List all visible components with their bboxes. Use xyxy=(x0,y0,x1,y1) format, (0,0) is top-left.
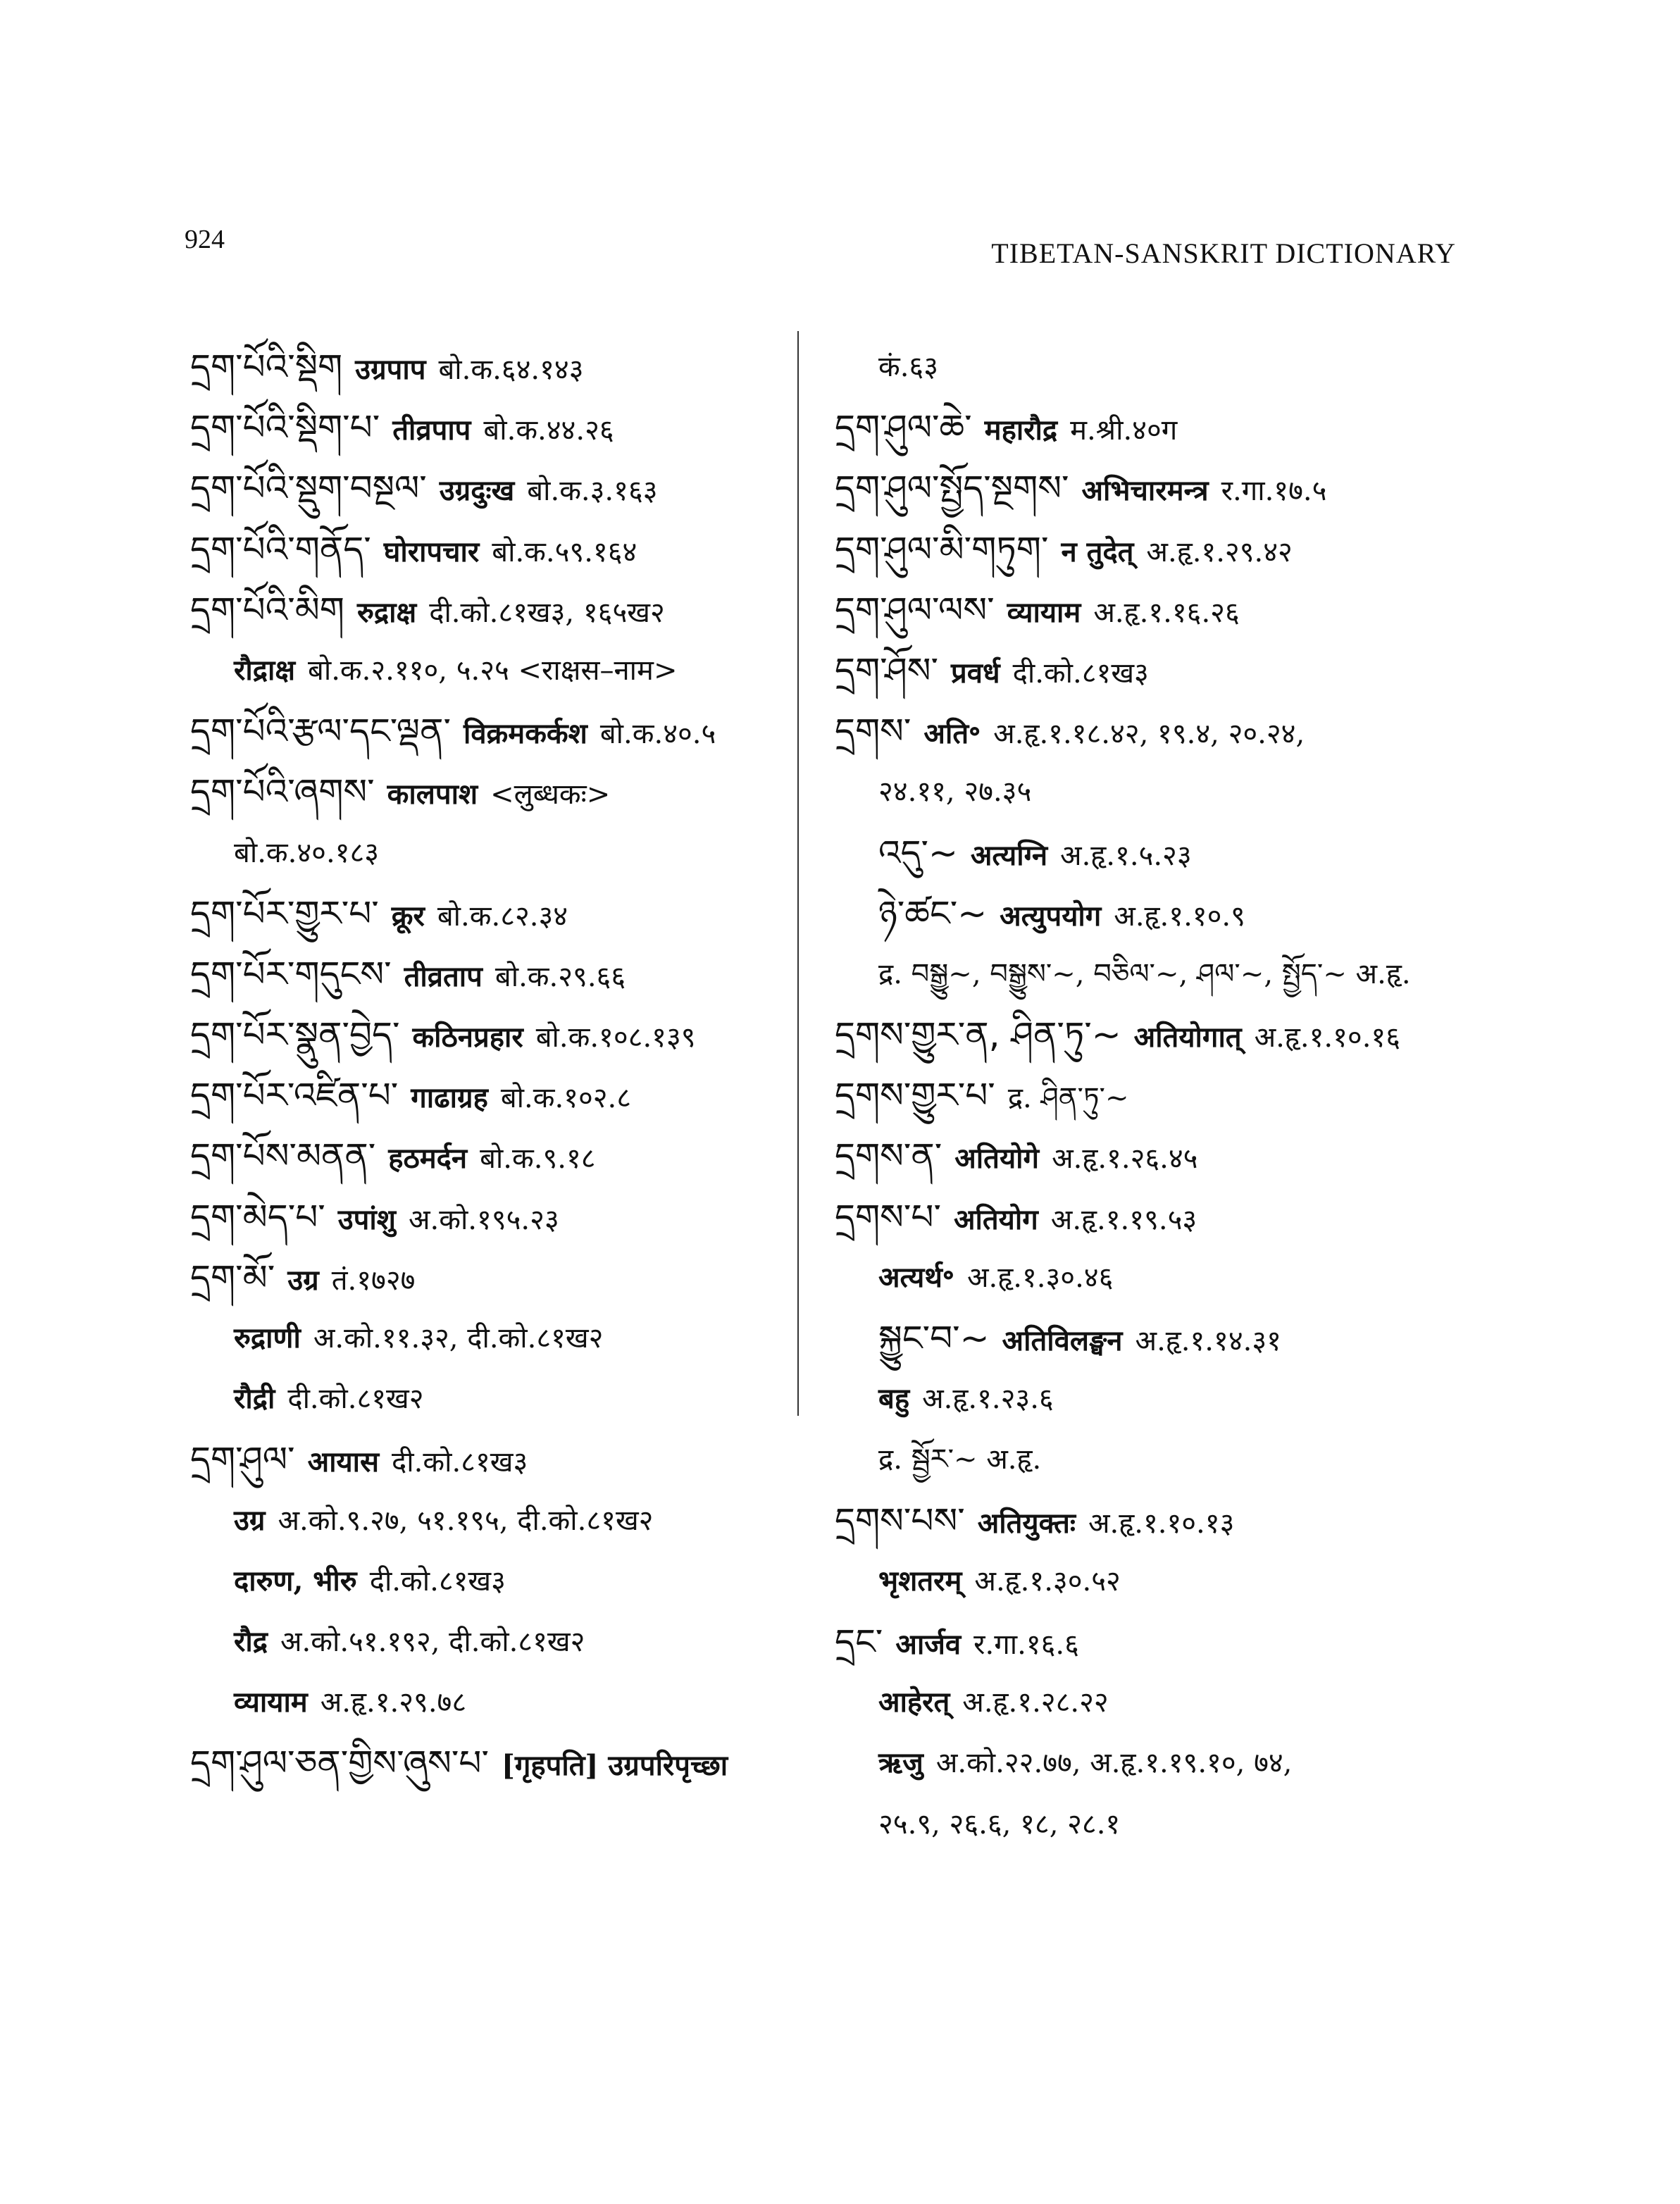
dictionary-entry-line xyxy=(190,761,789,822)
source-reference: अ.हृ.१.१०.१६ xyxy=(1254,1021,1401,1054)
source-reference: दी.को.८१ख३ xyxy=(392,1446,528,1479)
source-reference: अ.हृ.१.२३.६ xyxy=(922,1383,1054,1416)
sanskrit-equivalent: अति॰ xyxy=(923,717,981,751)
sanskrit-equivalent: अत्यग्नि xyxy=(970,838,1048,872)
dictionary-entry-line xyxy=(190,337,789,397)
dictionary-entry-line xyxy=(190,1004,789,1065)
source-reference: द्र. སྦྱོར་~ अ.हृ. xyxy=(878,1443,1042,1476)
tibetan-term: དྲག་ཤུལ་ལས་ xyxy=(835,589,995,630)
source-reference: बो.क.२९.६६ xyxy=(494,960,626,993)
source-reference: बो.क.८२.३४ xyxy=(437,899,568,933)
dictionary-entry-line xyxy=(835,1490,1469,1551)
source-reference: बो.क.१०८.१३९ xyxy=(535,1021,696,1054)
dictionary-entry-line xyxy=(835,519,1469,580)
dictionary-entry-line xyxy=(190,883,789,944)
dictionary-entry-line xyxy=(835,944,1469,1004)
tibetan-term: དྲག་པོའི་མིག xyxy=(190,589,344,630)
source-reference: अ.हृ.१.१०.१३ xyxy=(1088,1507,1235,1540)
dictionary-entry-line xyxy=(835,580,1469,640)
tibetan-term: དྲག་ཤོས་ xyxy=(835,649,938,691)
sanskrit-equivalent: रौद्राक्ष xyxy=(234,653,295,687)
right-column xyxy=(835,337,1469,1855)
dictionary-entry-line xyxy=(190,1247,789,1308)
left-column xyxy=(190,337,789,1794)
sanskrit-equivalent: दारुण, भीरु xyxy=(234,1564,357,1598)
tibetan-term: དྲག་པོའི་གནོད་ xyxy=(190,528,371,570)
dictionary-entry-line xyxy=(190,1308,789,1369)
dictionary-entry-line xyxy=(835,883,1469,944)
sanskrit-equivalent: कालपाश xyxy=(387,778,478,811)
sanskrit-equivalent: व्यायाम xyxy=(234,1686,308,1719)
dictionary-entry-line xyxy=(190,701,789,761)
sanskrit-equivalent: तीव्रताप xyxy=(404,959,483,993)
sanskrit-equivalent: विक्रमकर्कश xyxy=(463,717,587,751)
source-reference: र.गा.१६.६ xyxy=(973,1628,1079,1661)
tibetan-term: དྲག་ཤུལ་མི་གཏུག་ xyxy=(835,528,1049,570)
source-reference: अ.को.५१.१९२, दी.को.८१ख२ xyxy=(280,1625,585,1658)
tibetan-term: དྲག་པོའི་སྡུག་བསྔལ་ xyxy=(190,468,427,509)
sanskrit-equivalent: अतियुक्तः xyxy=(977,1506,1076,1540)
dictionary-entry-line xyxy=(190,1733,789,1793)
source-reference: बो.क.३.१६३ xyxy=(527,475,658,508)
dictionary-entry-line xyxy=(190,1672,789,1733)
source-reference: दी.को.८१ख३ xyxy=(369,1564,506,1598)
source-reference: अ.हृ.१.२९.७८ xyxy=(320,1686,467,1719)
tibetan-term: དྲག་པོས་མནན་ xyxy=(190,1135,376,1177)
tibetan-term: དྲག་པོའི་ཞགས་ xyxy=(190,771,375,813)
sanskrit-equivalent: [गृहपति] उग्रपरिपृच्छा xyxy=(501,1749,728,1783)
sanskrit-equivalent: गाढाग्रह xyxy=(411,1081,488,1115)
tibetan-term: དྲག་ཤུལ་ཅན་གྱིས་ཞུས་པ་ xyxy=(190,1743,489,1784)
sanskrit-equivalent: अतियोगात् xyxy=(1133,1021,1242,1054)
tibetan-term: དྲག་པོར་འཛིན་པ་ xyxy=(190,1075,399,1116)
tibetan-term: དྲགས་པས་ xyxy=(835,1500,965,1541)
dictionary-entry-line xyxy=(835,1308,1469,1369)
sanskrit-equivalent: उग्र xyxy=(287,1263,319,1297)
tibetan-term: དྲག་པོའི་སྡིག་པ་ xyxy=(190,407,380,449)
dictionary-entry-line xyxy=(190,397,789,458)
dictionary-entry-line xyxy=(835,823,1469,883)
sanskrit-equivalent: आर्जव xyxy=(895,1627,962,1661)
dictionary-entry-line xyxy=(835,761,1469,822)
source-reference: अ.को.९.२७, ५१.१९५, दी.को.८१ख२ xyxy=(278,1504,654,1537)
sanskrit-equivalent: अतियोग xyxy=(953,1202,1038,1236)
source-reference: अ.को.११.३२, दी.को.८१ख२ xyxy=(313,1322,604,1355)
tibetan-term: དྲགས་ན་ xyxy=(835,1135,942,1177)
source-reference: र.गा.१७.५ xyxy=(1221,475,1327,508)
sanskrit-equivalent: तीव्रपाप xyxy=(392,413,471,447)
source-reference: बो.क.४०.५ xyxy=(599,718,716,751)
source-reference: २४.११, २७.३५ xyxy=(878,776,1032,809)
sanskrit-equivalent: प्रवर्ध xyxy=(951,656,1000,690)
source-reference: द्र. བསྒྱུ~, བསྒྱུས་~, བཅིལ་~, ཤལ་~, སྤྱོད་~ अ.हृ. xyxy=(878,957,1411,990)
sanskrit-equivalent: अत्यर्थ॰ xyxy=(878,1260,954,1294)
tibetan-term: དྲག་ཤུལ་ xyxy=(190,1439,295,1481)
sanskrit-equivalent: व्यायाम xyxy=(1007,595,1081,629)
source-reference: बो.क.४४.२६ xyxy=(483,414,614,447)
source-reference: म.श्री.४०ग xyxy=(1070,414,1178,447)
sanskrit-equivalent: उग्र xyxy=(234,1503,266,1537)
dictionary-entry-line xyxy=(190,580,789,640)
source-reference: बो.क.९.१८ xyxy=(480,1143,596,1176)
source-reference: अ.हृ.१.१६.२६ xyxy=(1093,596,1240,629)
dictionary-entry-line xyxy=(835,701,1469,761)
tibetan-term: དྲག་པོའི་སྡིག xyxy=(190,347,343,387)
sanskrit-equivalent: रुद्राक्ष xyxy=(357,595,417,629)
dictionary-entry-line xyxy=(835,337,1469,397)
sanskrit-equivalent: ऋजु xyxy=(878,1746,923,1780)
sanskrit-equivalent: बहु xyxy=(878,1382,910,1416)
source-reference: अ.हृ.१.१४.३१ xyxy=(1135,1325,1281,1357)
sanskrit-equivalent: अतियोगे xyxy=(954,1142,1040,1176)
dictionary-entry-line xyxy=(190,1551,789,1612)
source-reference: बो.क.१०२.८ xyxy=(500,1082,632,1115)
sanskrit-equivalent: हठमर्दन xyxy=(388,1142,468,1176)
sanskrit-equivalent: रौद्री xyxy=(234,1382,275,1416)
dictionary-entry-line xyxy=(835,1004,1469,1065)
sanskrit-equivalent: उग्रदुःख xyxy=(439,474,515,508)
sanskrit-equivalent: न तुदेत् xyxy=(1061,535,1134,568)
dictionary-entry-line xyxy=(190,1369,789,1429)
sanskrit-equivalent: रौद्र xyxy=(234,1624,268,1658)
source-reference: बो.क.६४.१४३ xyxy=(438,354,584,386)
dictionary-entry-line xyxy=(190,1490,789,1551)
dictionary-entry-line xyxy=(190,1612,789,1672)
source-reference: अ.हृ.१.१८.४२, १९.४, २०.२४, xyxy=(993,718,1305,751)
source-reference: २५.९, २६.६, १८, २८.१ xyxy=(878,1807,1121,1841)
sanskrit-equivalent: अत्युपयोग xyxy=(1000,899,1102,933)
tibetan-term: དྲག་པོར་སྣུན་བྱེད་ xyxy=(190,1014,400,1056)
dictionary-entry-line xyxy=(835,1551,1469,1612)
tibetan-term: དྲག་པོར་གདུངས་ xyxy=(190,953,392,995)
source-reference: <लुब्धकः> xyxy=(490,778,611,811)
dictionary-entry-line xyxy=(835,1369,1469,1429)
source-reference: दी.को.८१ख२ xyxy=(287,1383,424,1416)
sanskrit-equivalent: क्रूर xyxy=(391,899,425,933)
source-reference: बो.क.४०.१८३ xyxy=(234,836,380,869)
running-title: TIBETAN-SANSKRIT DICTIONARY xyxy=(991,237,1456,269)
source-reference: दी.को.८१ख३, १६५ख२ xyxy=(429,596,665,629)
tibetan-term: དྲག་ཤུལ་སྤྱོད་སྔགས་ xyxy=(835,468,1069,509)
dictionary-entry-line xyxy=(835,1247,1469,1308)
source-reference: अ.हृ.१.१०.९ xyxy=(1114,899,1245,933)
source-reference: बो.क.२.११०, ५.२५ <राक्षस–नाम> xyxy=(308,654,678,687)
source-reference: कं.६३ xyxy=(878,351,939,383)
source-reference: बो.क.५९.१६४ xyxy=(492,535,637,568)
source-reference: अ.हृ.१.३०.५२ xyxy=(974,1564,1121,1598)
source-reference: अ.हृ.१.१९.५३ xyxy=(1050,1203,1197,1236)
tibetan-term: དྲགས་གྱུར་ན, ཤིན་ཏུ་~ xyxy=(835,1014,1121,1056)
sanskrit-equivalent: आहेरत् xyxy=(878,1686,950,1719)
column-divider xyxy=(797,331,799,1416)
source-reference: अ.हृ.१.२९.४२ xyxy=(1146,535,1293,568)
tibetan-term: དྲང་ xyxy=(835,1621,883,1662)
tibetan-term: དྲག་པོར་གྱུར་པ་ xyxy=(190,892,379,934)
sanskrit-equivalent: महारौद्र xyxy=(984,413,1058,447)
dictionary-entry-line xyxy=(835,397,1469,458)
dictionary-entry-line xyxy=(835,458,1469,518)
dictionary-entry-line xyxy=(835,1126,1469,1186)
source-reference: दी.को.८१ख३ xyxy=(1012,656,1149,690)
sanskrit-equivalent: रुद्राणी xyxy=(234,1321,301,1355)
source-reference: अ.हृ.१.२६.४५ xyxy=(1052,1143,1198,1176)
tibetan-term: དྲགས་པ་ xyxy=(835,1196,941,1238)
tibetan-term: དྲག་མོ་ xyxy=(190,1257,275,1298)
source-reference: अ.हृ.१.२८.२२ xyxy=(962,1686,1109,1719)
source-reference: अ.को.१९५.२३ xyxy=(408,1203,559,1236)
tibetan-term: དྲག་ཤུལ་ཆེ་ xyxy=(835,407,972,449)
tibetan-term: དྲག་མེད་པ་ xyxy=(190,1196,325,1238)
dictionary-entry-line xyxy=(835,1429,1469,1490)
sanskrit-equivalent: भृशतरम् xyxy=(878,1564,962,1598)
source-reference: अ.को.२२.७७, अ.हृ.१.१९.१०, ७४, xyxy=(935,1747,1293,1780)
tibetan-term: འདུ་~ xyxy=(878,832,958,873)
sanskrit-equivalent: अभिचारमन्त्र xyxy=(1081,474,1209,508)
page-number: 924 xyxy=(185,225,225,254)
source-reference: अ.हृ.१.५.२३ xyxy=(1060,839,1192,872)
source-reference: तं.१७२७ xyxy=(331,1264,416,1297)
source-reference: अ.हृ.१.३०.४६ xyxy=(966,1261,1114,1294)
dictionary-entry-line xyxy=(835,1065,1469,1126)
dictionary-entry-line xyxy=(190,944,789,1004)
dictionary-entry-line xyxy=(835,1672,1469,1733)
dictionary-entry-line xyxy=(835,1733,1469,1793)
dictionary-entry-line xyxy=(190,1429,789,1490)
sanskrit-equivalent: उपांशु xyxy=(337,1202,396,1236)
dictionary-entry-line xyxy=(835,1794,1469,1855)
dictionary-entry-line xyxy=(190,519,789,580)
sanskrit-equivalent: अतिविलङ्घन xyxy=(1002,1324,1123,1357)
tibetan-term: དྲག་པོའི་རྩལ་དང་ལྡན་ xyxy=(190,711,451,752)
dictionary-entry-line xyxy=(835,640,1469,701)
tibetan-term: དྲགས་ xyxy=(835,711,911,752)
source-reference: द्र. ཤིན་ཏུ་~ xyxy=(1007,1082,1129,1115)
sanskrit-equivalent: कठिनप्रहार xyxy=(412,1021,523,1054)
tibetan-term: དྲགས་གྱུར་པ་ xyxy=(835,1075,995,1116)
dictionary-entry-line xyxy=(835,1187,1469,1247)
dictionary-entry-line xyxy=(190,458,789,518)
dictionary-entry-line xyxy=(190,1065,789,1126)
dictionary-entry-line xyxy=(190,1187,789,1247)
tibetan-term: སྐྱུང་བ་~ xyxy=(878,1318,990,1359)
dictionary-entry-line xyxy=(835,1612,1469,1672)
dictionary-entry-line xyxy=(190,823,789,883)
dictionary-entry-line xyxy=(190,640,789,701)
sanskrit-equivalent: उग्रपाप xyxy=(355,353,426,386)
dictionary-entry-line xyxy=(190,1126,789,1186)
sanskrit-equivalent: घोरापचार xyxy=(383,535,480,568)
tibetan-term: ཉེ་ཚང་~ xyxy=(878,892,988,934)
sanskrit-equivalent: आयास xyxy=(307,1445,380,1479)
